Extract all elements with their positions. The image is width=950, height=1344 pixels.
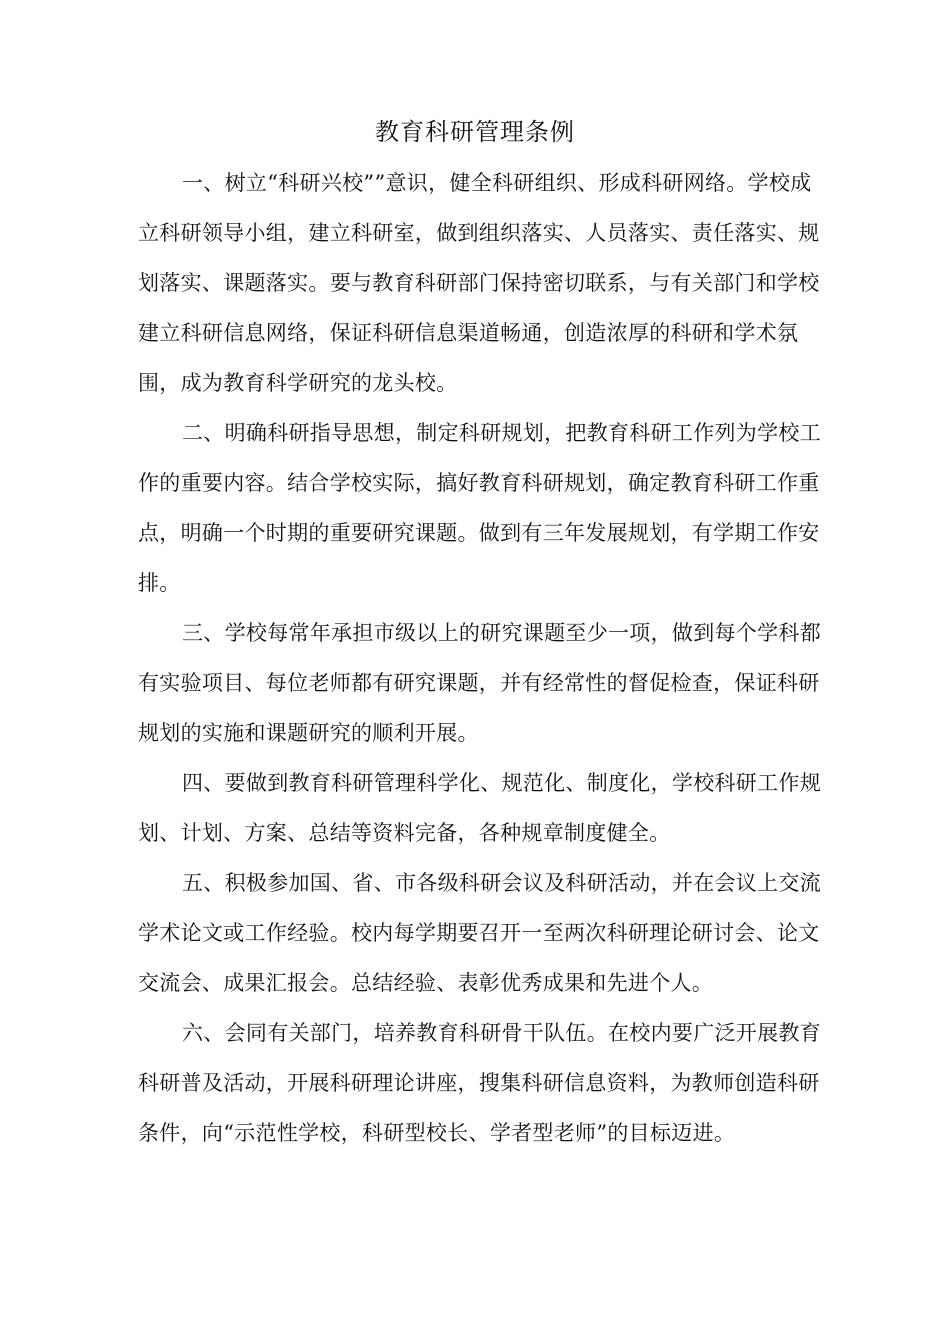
document-title: 教育科研管理条例 bbox=[375, 118, 575, 146]
paragraph-5: 五、积极参加国、省、市各级科研会议及科研活动，并在会议上交流学术论文或工作经验。校内每学期要召开一至两次科研理论研讨会、论文交流会、成果汇报会。总结经验、表彰优秀成果和先进个人。 bbox=[138, 871, 821, 995]
paragraph-2: 二、明确科研指导思想，制定科研规划，把教育科研工作列为学校工作的重要内容。结合学校实际，搞好教育科研规划，确定教育科研工作重点，明确一个时期的重要研究课题。做到有三年发展规划，有学期工作安排。 bbox=[138, 421, 821, 595]
paragraph-4: 四、要做到教育科研管理科学化、规范化、制度化，学校科研工作规划、计划、方案、总结等资料完备，各种规章制度健全。 bbox=[138, 771, 821, 845]
paragraph-6: 六、会同有关部门，培养教育科研骨干队伍。在校内要广泛开展教育科研普及活动，开展科研理论讲座，搜集科研信息资料，为教师创造科研条件，向“示范性学校，科研型校长、学者型老师”的目标迈进。 bbox=[138, 1021, 821, 1145]
paragraph-1: 一、树立“科研兴校””意识，健全科研组织、形成科研网络。学校成立科研领导小组，建立科研室，做到组织落实、人员落实、责任落实、规划落实、课题落实。要与教育科研部门保持密切联系，与有关部门和学校建立科研信息网络，保证科研信息渠道畅通，创造浓厚的科研和学术氛围，成为教育科学研究的龙头校。 bbox=[138, 171, 820, 395]
document-body bbox=[138, 158, 828, 1158]
paragraph-3: 三、学校每常年承担市级以上的研究课题至少一项，做到每个学科都有实验项目、每位老师都有研究课题，并有经常性的督促检查，保证科研规划的实施和课题研究的顺利开展。 bbox=[138, 621, 821, 745]
